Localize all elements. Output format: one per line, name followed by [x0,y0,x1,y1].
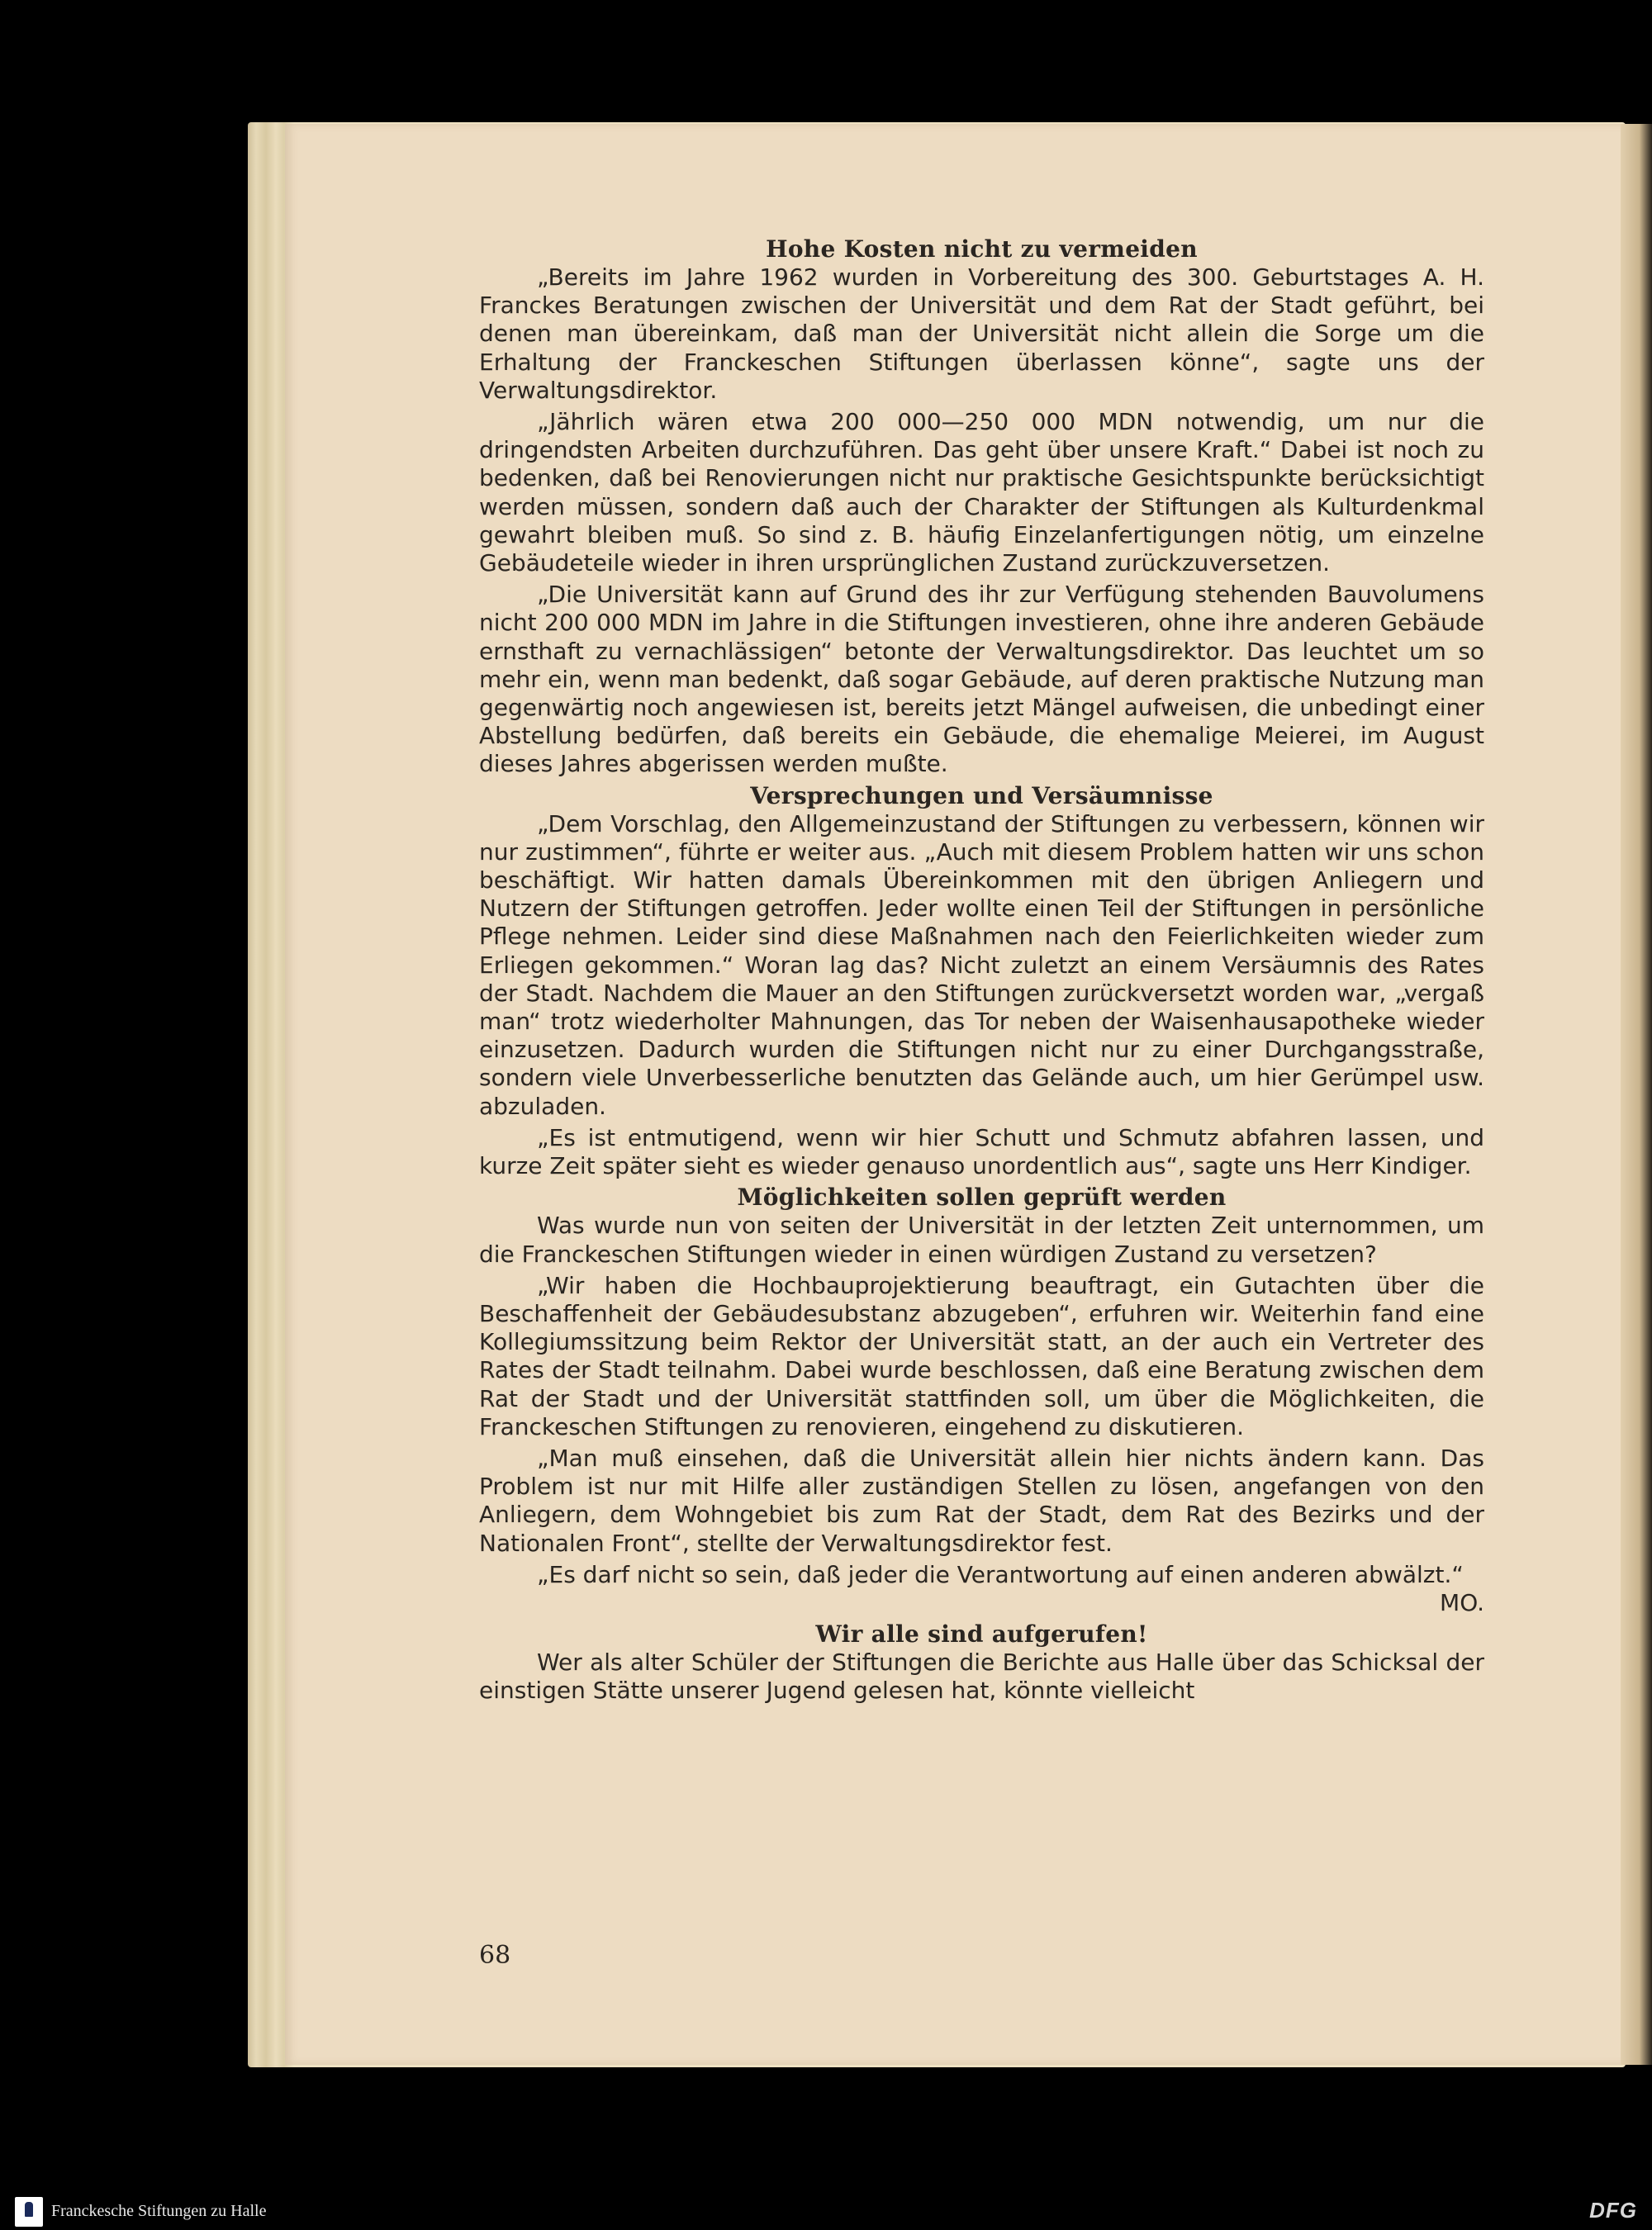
section-heading: Hohe Kosten nicht zu vermeiden [766,235,1198,263]
paragraph: „Dem Vorschlag, den Allgemeinzustand der Stiftungen zu verbessern, können wir nur zustimmen“, führte er weiter aus. „Auch mit diesem Problem hatten wir uns schon beschäftigt. Wir hatten damals Übereinkommen mit den übrigen Anliegern und Nutzern der Stiftungen getroffen. Jeder wollte einen Teil der Stiftungen in persönliche Pflege nehmen. Leider sind diese Maßnahmen nach den Feierlichkeiten wieder zum Erliegen gekommen.“ Woran lag das? Nicht zuletzt an einem Versäumnis des Rates der Stadt. Nachdem die Mauer an den Stiftungen zurückversetzt worden war, „vergaß man“ trotz wiederholter Mahnungen, das Tor neben der Waisenhausapotheke wieder einzusetzen. Dadurch wurden die Stiftungen nicht nur zu einer Durchgangsstraße, sondern viele Unverbesserliche benutzten das Gelände auch, um hier Gerümpel usw. abzuladen. [479,809,1484,1120]
closing-quote: „Es darf nicht so sein, daß jeder die Verantwortung auf einen anderen abwälzt.“ [537,1560,1464,1588]
institution-name[interactable]: Franckesche Stiftungen zu Halle [51,2202,267,2220]
section-heading: Wir alle sind aufgerufen! [815,1620,1148,1649]
section-heading: Versprechungen und Versäumnisse [750,781,1213,809]
viewer-footer-bar [0,2193,1652,2230]
book-spine-shadow [1621,124,1652,2065]
paragraph: „Bereits im Jahre 1962 wurden in Vorbereitung des 300. Geburtstages A. H. Franckes Beratungen zwischen der Universität und dem Rat der Stadt geführt, bei denen man übereinkam, daß man der Universität nicht allein die Sorge um die Erhaltung der Franckeschen Stiftungen überlassen könne“, sagte uns der Verwaltungsdirektor. [479,263,1484,404]
paragraph: „Die Universität kann auf Grund des ihr zur Verfügung stehenden Bauvolumens nicht 200 000 MDN im Jahre in die Stiftungen investieren, ohne ihre anderen Gebäude ernsthaft zu vernachlässigen“ betonte der Verwaltungsdirektor. Das leuchtet um so mehr ein, wenn man bedenkt, daß sogar Gebäude, auf deren praktische Nutzung man gegenwärtig noch angewiesen ist, bereits jetzt Mängel aufweisen, die unbedingt einer Abstellung bedürfen, daß bereits ein Gebäude, die ehemalige Meierei, im August dieses Jahres abgerissen werden mußte. [479,581,1484,778]
paragraph: Was wurde nun von seiten der Universität in der letzten Zeit unternommen, um die Franckeschen Stiftungen wieder in einen würdigen Zustand zu versetzen? [479,1212,1484,1268]
page-number: 68 [479,1941,511,1970]
dfg-logo[interactable]: DFG [1589,2198,1637,2223]
institution-logo-icon[interactable] [15,2197,43,2227]
paragraph: „Es ist entmutigend, wenn wir hier Schutt und Schmutz abfahren lassen, und kurze Zeit später sieht es wieder genauso unordentlich aus“, sagte uns Herr Kindiger. [479,1123,1484,1180]
paragraph: „Man muß einsehen, daß die Universität allein hier nichts ändern kann. Das Problem ist nur mit Hilfe aller zuständigen Stellen zu lösen, angefangen von den Anliegern, dem Wohngebiet bis zum Rat der Stadt, dem Rat des Bezirks und der Nationalen Front“, stellte der Verwaltungsdirektor fest. [479,1444,1484,1557]
paragraph: Wer als alter Schüler der Stiftungen die Berichte aus Halle über das Schicksal der einstigen Stätte unserer Jugend gelesen hat, könnte vielleicht [479,1649,1484,1705]
paragraph: „Wir haben die Hochbauprojektierung beauftragt, ein Gutachten über die Beschaffenheit der Gebäudesubstanz abzugeben“, erfuhren wir. Weiterhin fand eine Kollegiumssitzung beim Rektor der Universität statt, an der auch ein Vertreter des Rates der Stadt teilnahm. Dabei wurde beschlossen, daß eine Beratung zwischen dem Rat der Stadt und der Universität stattfinden soll, um über die Möglichkeiten, die Franckeschen Stiftungen zu renovieren, eingehend zu diskutieren. [479,1271,1484,1440]
article-body [479,235,1484,1709]
closing-quote-block [479,1561,1484,1617]
author-signature: MO. [1440,1588,1484,1616]
paragraph: „Jährlich wären etwa 200 000—250 000 MDN notwendig, um nur die dringendsten Arbeiten durchzuführen. Das geht über unsere Kraft.“ Dabei ist noch zu bedenken, daß bei Renovierungen nicht nur praktische Gesichtspunkte berücksichtigt werden müssen, sondern daß auch der Charakter der Stiftungen als Kulturdenkmal gewahrt bleiben muß. So sind z. B. häufig Einzelanfertigungen nötig, um einzelne Gebäudeteile wieder in ihren ursprünglichen Zustand zurückzuversetzen. [479,408,1484,577]
section-heading: Möglichkeiten sollen geprüft werden [737,1184,1227,1212]
